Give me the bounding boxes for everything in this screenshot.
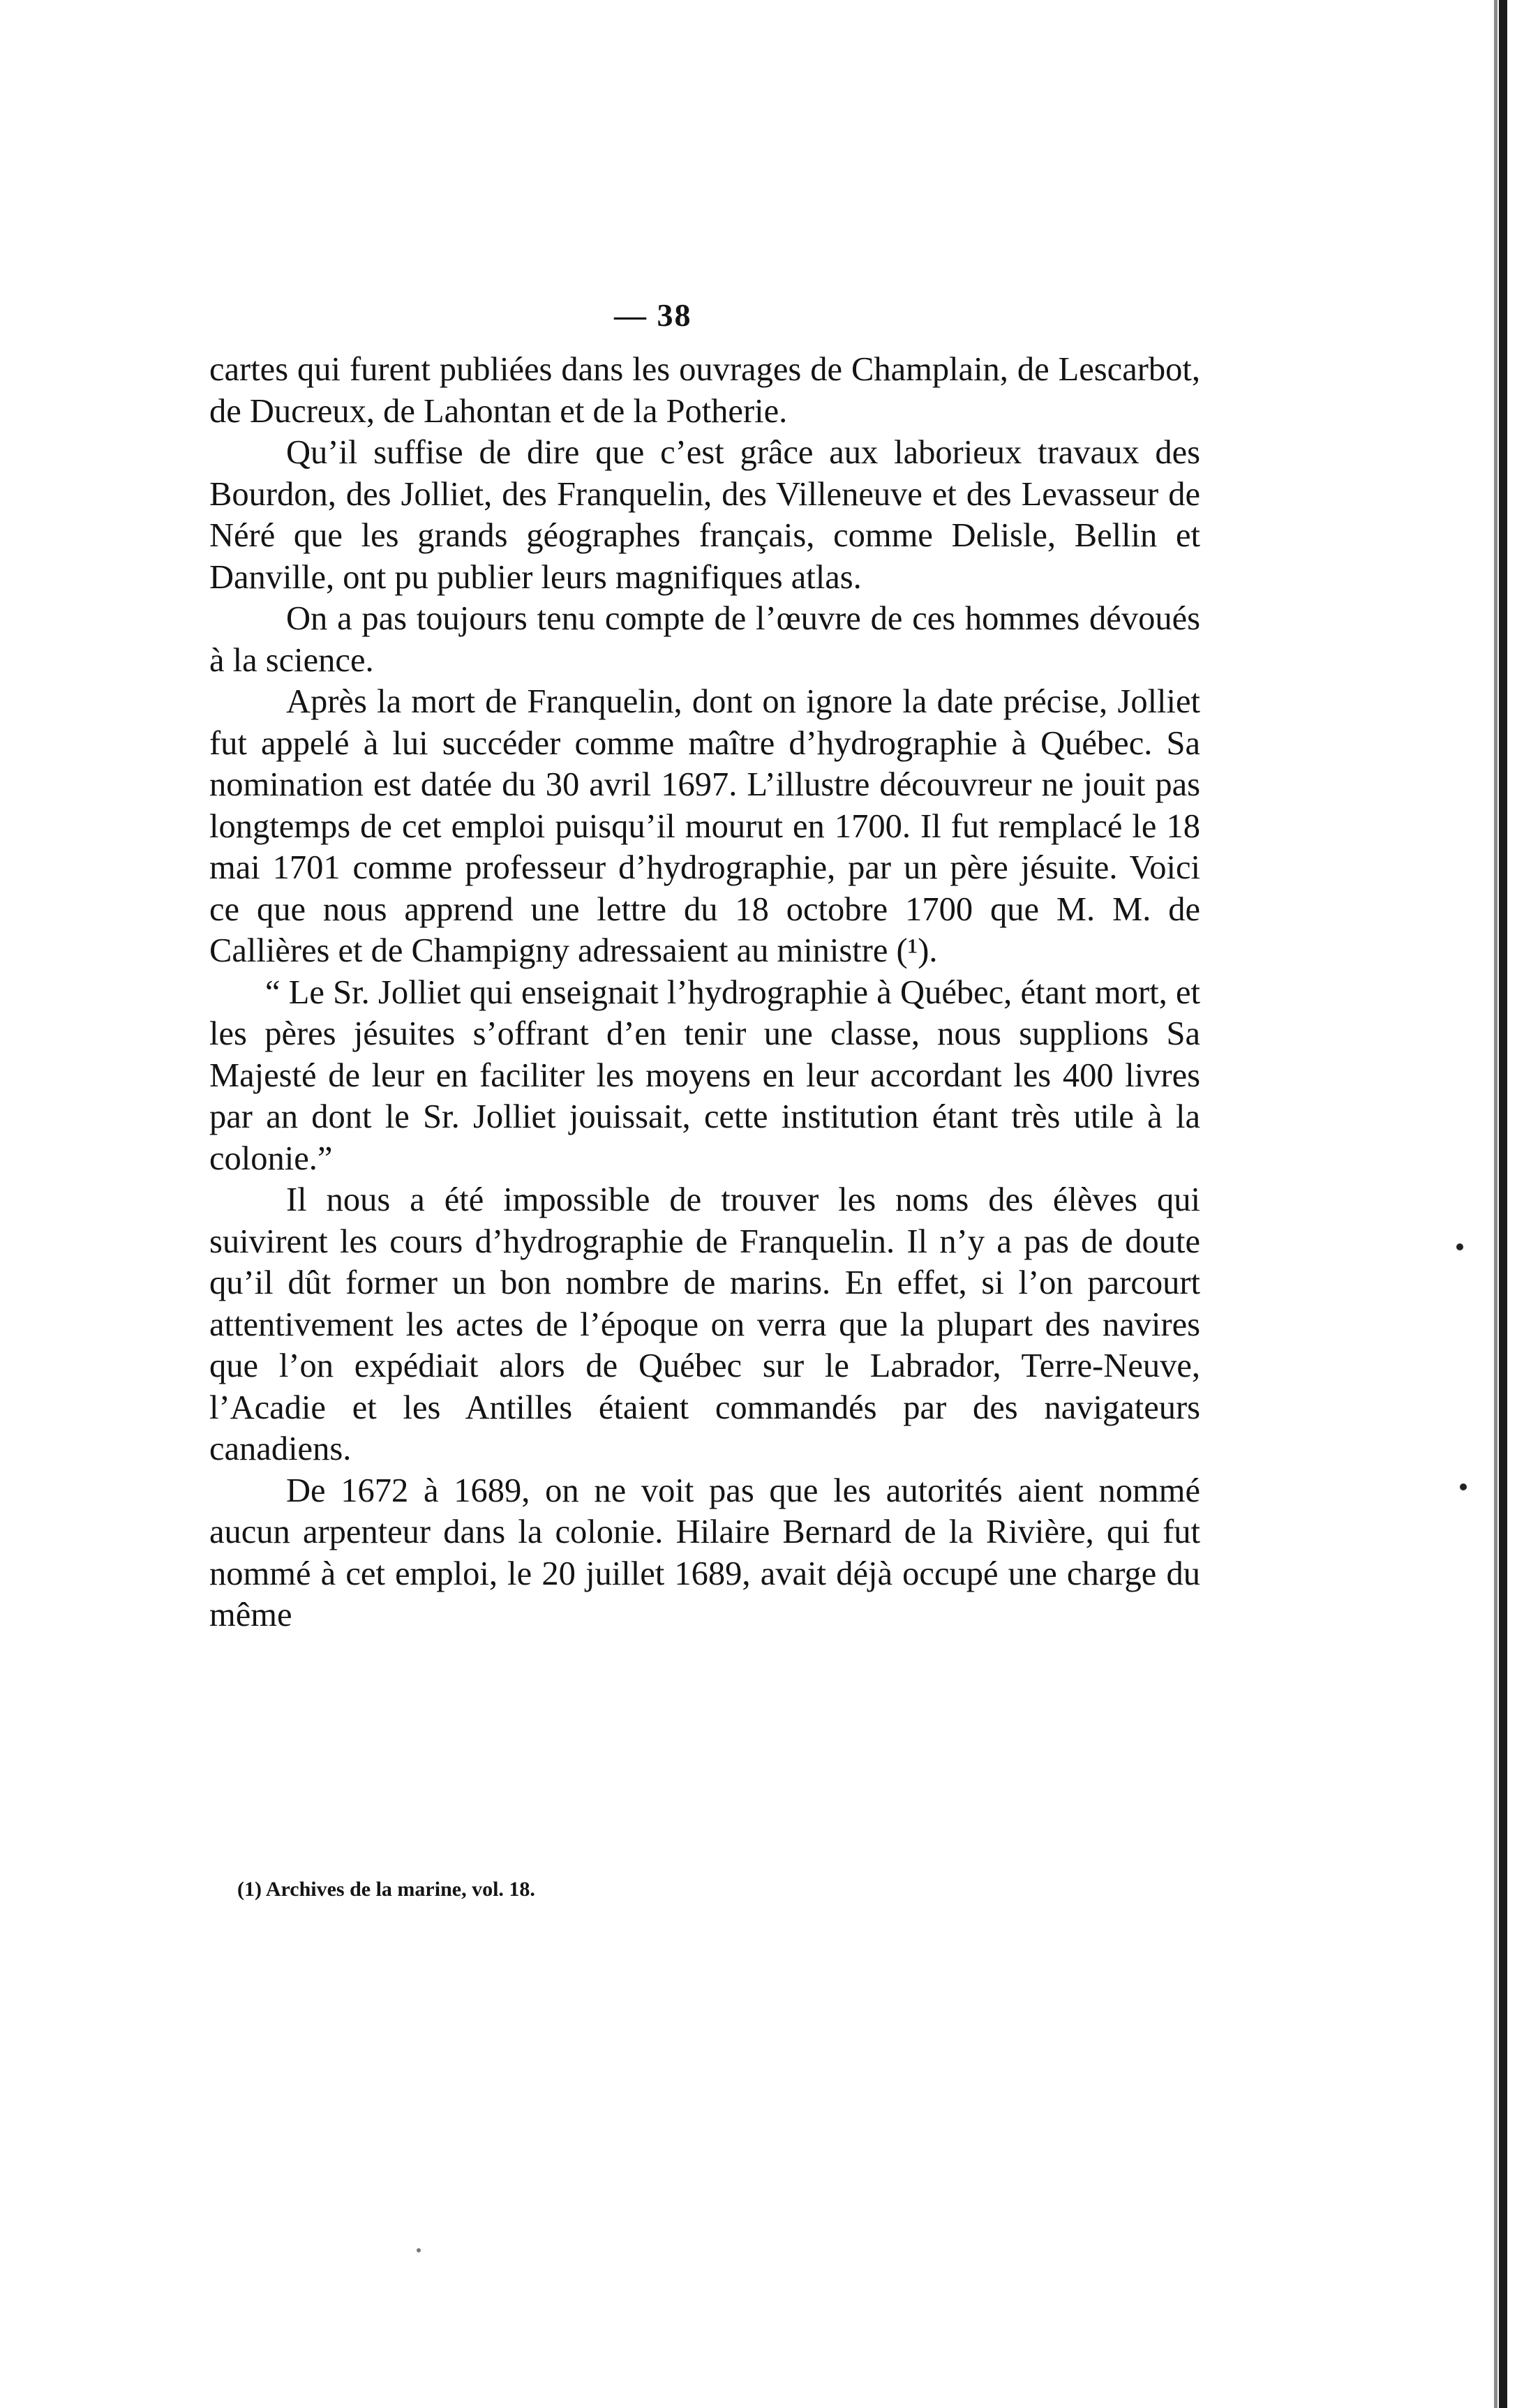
- margin-mark: [1456, 1243, 1463, 1250]
- margin-mark: [1460, 1483, 1467, 1490]
- quoted-letter: “ Le Sr. Jolliet qui enseignait l’hydrographie à Québec, étant mort, et les pères jésuites s’offrant d’en tenir une classe, nous supplions Sa Majesté de leur en faciliter les moyens en leur accordant les 400 livres par an dont le Sr. Jolliet jouissait, cette institution étant très utile à la colonie.”: [209, 973, 1200, 1177]
- paragraph: On a pas toujours tenu compte de l’œuvre de ces hommes dévoués à la science.: [209, 600, 1200, 679]
- margin-mark: [417, 2248, 421, 2252]
- paragraph: Qu’il suffise de dire que c’est grâce aux laborieux travaux des Bourdon, des Jolliet, des Franquelin, des Villeneuve et des Levasseur de Néré que les grands géographes français, comme Delisle, Bellin et Danville, ont pu publier leurs magnifiques atlas.: [209, 434, 1200, 596]
- paragraph: Après la mort de Franquelin, dont on ignore la date précise, Jolliet fut appelé à lui succéder comme maître d’hydrographie à Québec. Sa nomination est datée du 30 avril 1697. L’illustre découvreur ne jouit pas longtemps de cet emploi puisqu’il mourut en 1700. Il fut remplacé le 18 mai 1701 comme professeur d’hydrographie, par un père jésuite. Voici ce que nous apprend une lettre du 18 octobre 1700 que M. M. de Callières et de Champigny adressaient au ministre (¹).: [209, 683, 1200, 969]
- page-edge: [1499, 0, 1507, 2408]
- paragraph: cartes qui furent publiées dans les ouvrages de Champlain, de Lescarbot, de Ducreux, de Lahontan et de la Potherie.: [209, 351, 1200, 430]
- page-number: — 38: [614, 297, 692, 333]
- paragraph: Il nous a été impossible de trouver les noms des élèves qui suivirent les cours d’hydrographie de Franquelin. Il n’y a pas de doute qu’il dût former un bon nombre de marins. En effet, si l’on parcourt attentivement les actes de l’époque on verra que la plupart des navires que l’on expédiait alors de Québec sur le Labrador, Terre-Neuve, l’Acadie et les Antilles étaient commandés par des navigateurs canadiens.: [209, 1181, 1200, 1467]
- body-text: [209, 349, 1200, 1636]
- page-edge-shadow: [1494, 0, 1497, 2408]
- paragraph: De 1672 à 1689, on ne voit pas que les autorités aient nommé aucun arpenteur dans la colonie. Hilaire Bernard de la Rivière, qui fut nommé à cet emploi, le 20 juillet 1689, avait déjà occupé une charge du même: [209, 1472, 1200, 1633]
- footnote: (1) Archives de la marine, vol. 18.: [237, 1878, 535, 1901]
